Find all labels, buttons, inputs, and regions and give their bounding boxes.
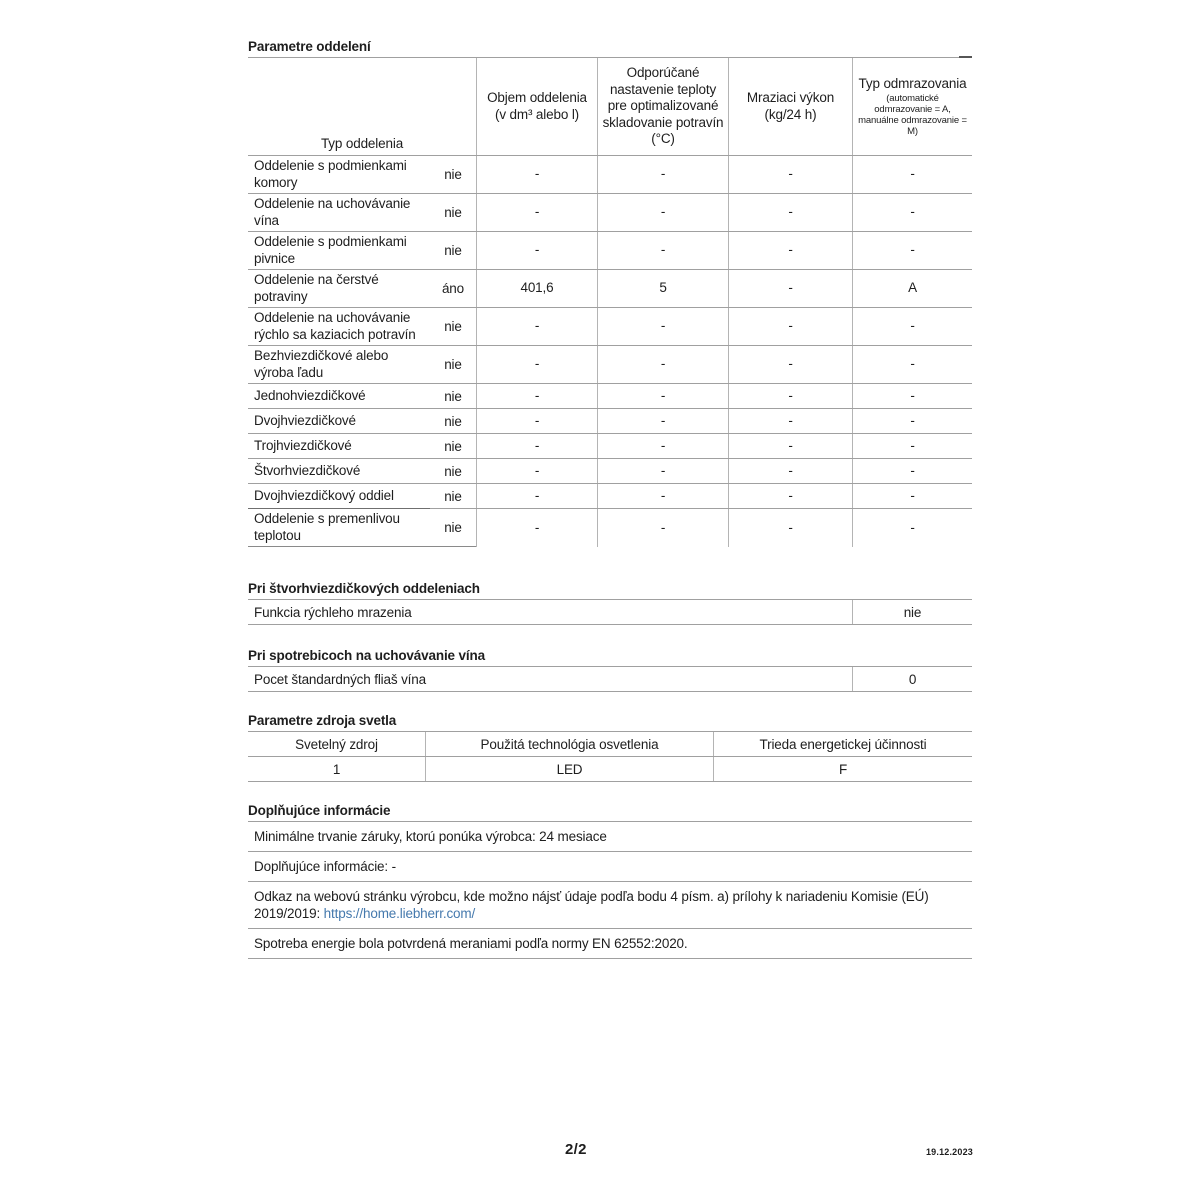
table-row <box>248 434 972 459</box>
compartment-volume: - <box>476 434 597 458</box>
table-row <box>248 484 972 509</box>
table-row <box>248 270 972 308</box>
column-header-freezing-capacity: Mraziaci výkon (kg/24 h) <box>728 58 852 155</box>
compartment-temperature: - <box>597 409 728 433</box>
compartment-present: áno <box>441 281 465 296</box>
compartment-temperature: - <box>597 156 728 193</box>
compartment-label: Oddelenie na uchovávanie rýchlo sa kaziacich potravín <box>254 310 416 342</box>
light-header-row <box>248 732 972 757</box>
energy-standard-row: Spotreba energie bola potvrdená meraniami podľa normy EN 62552:2020. <box>248 929 972 959</box>
compartment-present: nie <box>444 438 462 454</box>
compartment-defrost: - <box>852 384 972 408</box>
fast-freeze-value: nie <box>852 600 972 624</box>
compartment-volume: - <box>476 384 597 408</box>
compartment-volume: - <box>476 194 597 231</box>
compartment-label: Dvojhviezdičkový oddiel <box>248 484 430 509</box>
column-header-defrost-type <box>852 58 972 155</box>
column-header-type-cell <box>248 58 476 155</box>
compartment-present: nie <box>444 319 462 334</box>
compartment-present: nie <box>444 167 462 182</box>
table-row <box>248 384 972 409</box>
compartment-freezing: - <box>728 270 852 307</box>
date-stamp: 19.12.2023 <box>925 1147 973 1157</box>
table-row <box>248 346 972 384</box>
table-row <box>248 667 972 692</box>
wine-bottles-label: Pocet štandardných fliaš vína <box>254 671 427 687</box>
compartment-present: nie <box>444 243 462 258</box>
section-title-light: Parametre zdroja svetla <box>248 714 972 732</box>
fast-freeze-label: Funkcia rýchleho mrazenia <box>254 604 412 620</box>
table-row <box>248 232 972 270</box>
compartment-present: nie <box>444 357 462 372</box>
compartment-defrost: - <box>852 308 972 345</box>
compartment-label: Oddelenie na uchovávanie vína <box>254 196 411 228</box>
table-row <box>248 308 972 346</box>
compartment-temperature: - <box>597 194 728 231</box>
table-row <box>248 600 972 625</box>
wine-table <box>248 667 972 692</box>
compartment-volume: - <box>476 509 597 547</box>
compartment-volume: - <box>476 409 597 433</box>
additional-info-row: Doplňujúce informácie: - <box>248 852 972 882</box>
section-title-four-star: Pri štvorhviezdičkových oddeleniach <box>248 582 972 600</box>
compartment-label: Štvorhviezdičkové <box>254 462 361 478</box>
section-title-wine: Pri spotrebicoch na uchovávanie vína <box>248 649 972 667</box>
compartment-defrost: - <box>852 409 972 433</box>
light-header-source: Svetelný zdroj <box>295 736 378 752</box>
compartment-freezing: - <box>728 409 852 433</box>
compartment-temperature: - <box>597 384 728 408</box>
rule-end-mark <box>959 56 972 58</box>
compartment-freezing: - <box>728 194 852 231</box>
section-title-compartments <box>248 40 972 58</box>
compartment-freezing: - <box>728 156 852 193</box>
compartment-temperature: - <box>597 308 728 345</box>
column-header-defrost-legend: (automatické odmrazovanie = A, manuálne odmrazovanie = M) <box>858 93 967 138</box>
light-value-row <box>248 757 972 782</box>
compartment-temperature: - <box>597 459 728 483</box>
compartment-defrost: - <box>852 194 972 231</box>
compartment-freezing: - <box>728 434 852 458</box>
compartment-label: Oddelenie s podmienkami komory <box>254 158 407 190</box>
compartment-present: nie <box>444 413 462 429</box>
compartment-label: Dvojhviezdičkové <box>254 412 356 428</box>
compartment-volume: - <box>476 459 597 483</box>
manufacturer-website-link[interactable]: https://home.liebherr.com/ <box>323 906 476 921</box>
compartment-present: nie <box>444 205 462 220</box>
compartment-volume: - <box>476 346 597 383</box>
compartment-temperature: 5 <box>597 270 728 307</box>
table-row <box>248 156 972 194</box>
light-source-count: 1 <box>332 761 341 777</box>
compartment-freezing: - <box>728 346 852 383</box>
compartment-freezing: - <box>728 308 852 345</box>
compartment-volume: 401,6 <box>476 270 597 307</box>
table-row <box>248 459 972 484</box>
column-header-defrost-main: Typ odmrazovania <box>858 75 967 91</box>
page-number: 2/2 <box>565 1141 587 1158</box>
column-header-type: Typ oddelenia <box>320 136 404 151</box>
light-technology: LED <box>425 757 713 781</box>
table-row <box>248 409 972 434</box>
compartment-label: Trojhviezdičkové <box>254 437 352 453</box>
table-row <box>248 509 972 547</box>
additional-info-table <box>248 822 972 959</box>
table-row <box>248 194 972 232</box>
compartment-defrost: - <box>852 156 972 193</box>
light-energy-class: F <box>713 757 972 781</box>
light-table <box>248 732 972 782</box>
compartment-defrost: - <box>852 232 972 269</box>
compartment-label: Oddelenie s podmienkami pivnice <box>254 234 407 266</box>
page-content <box>248 40 972 959</box>
compartment-present: nie <box>444 488 462 504</box>
compartment-freezing: - <box>728 459 852 483</box>
section-title-text: Parametre oddelení <box>248 39 371 54</box>
table-header-row <box>248 58 972 156</box>
column-header-volume: Objem oddelenia (v dm³ alebo l) <box>476 58 597 155</box>
wine-bottles-value: 0 <box>852 667 972 691</box>
compartment-temperature: - <box>597 346 728 383</box>
compartment-temperature: - <box>597 232 728 269</box>
compartment-volume: - <box>476 232 597 269</box>
compartment-present: nie <box>444 463 462 479</box>
light-header-energy-class: Trieda energetickej účinnosti <box>713 732 972 756</box>
website-row <box>248 882 972 929</box>
section-title-additional: Doplňujúce informácie <box>248 804 972 822</box>
compartment-defrost: - <box>852 459 972 483</box>
compartment-label: Oddelenie s premenlivou teplotou <box>254 511 400 543</box>
compartment-defrost: - <box>852 434 972 458</box>
four-star-table <box>248 600 972 625</box>
compartment-defrost: - <box>852 346 972 383</box>
compartment-temperature: - <box>597 509 728 547</box>
compartment-label: Jednohviezdičkové <box>254 387 366 403</box>
compartment-temperature: - <box>597 434 728 458</box>
compartment-volume: - <box>476 484 597 508</box>
compartment-freezing: - <box>728 232 852 269</box>
compartment-label: Oddelenie na čerstvé potraviny <box>254 272 379 304</box>
compartment-temperature: - <box>597 484 728 508</box>
column-header-temperature: Odporúčané nastavenie teploty pre optimalizované skladovanie potravín (°C) <box>597 58 728 155</box>
compartment-volume: - <box>476 156 597 193</box>
compartment-freezing: - <box>728 484 852 508</box>
compartment-volume: - <box>476 308 597 345</box>
light-header-technology: Použitá technológia osvetlenia <box>425 732 713 756</box>
compartment-defrost: - <box>852 509 972 547</box>
compartment-freezing: - <box>728 509 852 547</box>
website-row-text: Odkaz na webovú stránku výrobcu, kde možno nájsť údaje podľa bodu 4 písm. a) prílohy k nariadeniu Komisie (EÚ) 2019/2019: <box>254 889 929 921</box>
compartment-defrost: A <box>852 270 972 307</box>
compartment-freezing: - <box>728 384 852 408</box>
compartment-present: nie <box>444 388 462 404</box>
compartment-present: nie <box>444 520 462 535</box>
compartment-label: Bezhviezdičkové alebo výroba ľadu <box>254 348 389 380</box>
compartment-defrost: - <box>852 484 972 508</box>
warranty-row: Minimálne trvanie záruky, ktorú ponúka výrobca: 24 mesiace <box>248 822 972 852</box>
compartments-table <box>248 58 972 547</box>
